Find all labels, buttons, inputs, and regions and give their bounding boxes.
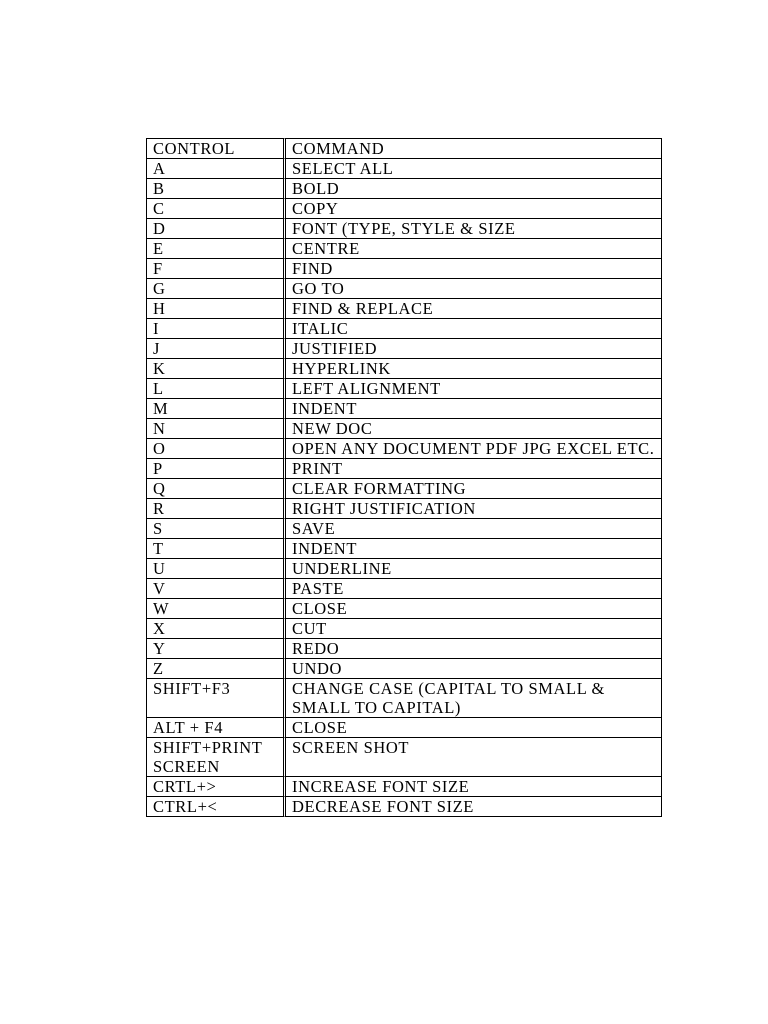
shortcut-table-body xyxy=(146,138,662,817)
table-row xyxy=(146,259,662,279)
command-cell: BOLD xyxy=(283,179,662,199)
command-cell: RIGHT JUSTIFICATION xyxy=(283,499,662,519)
command-cell: HYPERLINK xyxy=(283,359,662,379)
control-key-cell: S xyxy=(146,519,283,539)
control-key-cell: SHIFT+F3 xyxy=(146,679,283,718)
control-key-cell: O xyxy=(146,439,283,459)
table-row xyxy=(146,319,662,339)
control-key-cell: Z xyxy=(146,659,283,679)
command-cell: UNDERLINE xyxy=(283,559,662,579)
table-row xyxy=(146,599,662,619)
control-key-cell: I xyxy=(146,319,283,339)
control-key-cell: W xyxy=(146,599,283,619)
shortcut-table xyxy=(146,138,662,817)
table-row xyxy=(146,559,662,579)
control-key-cell: X xyxy=(146,619,283,639)
table-row xyxy=(146,539,662,559)
command-cell: CUT xyxy=(283,619,662,639)
control-key-cell: F xyxy=(146,259,283,279)
command-cell: DECREASE FONT SIZE xyxy=(283,797,662,817)
table-row xyxy=(146,179,662,199)
control-key-cell: P xyxy=(146,459,283,479)
table-row xyxy=(146,797,662,817)
command-cell: FONT (TYPE, STYLE & SIZE xyxy=(283,219,662,239)
table-row xyxy=(146,499,662,519)
control-key-cell: E xyxy=(146,239,283,259)
command-cell: INDENT xyxy=(283,539,662,559)
control-key-cell: M xyxy=(146,399,283,419)
command-cell: CLOSE xyxy=(283,718,662,738)
control-key-cell: U xyxy=(146,559,283,579)
table-row xyxy=(146,679,662,718)
command-cell: PASTE xyxy=(283,579,662,599)
command-cell: COPY xyxy=(283,199,662,219)
table-row xyxy=(146,199,662,219)
command-cell: SELECT ALL xyxy=(283,159,662,179)
command-cell: REDO xyxy=(283,639,662,659)
table-row xyxy=(146,419,662,439)
table-row xyxy=(146,359,662,379)
command-cell: NEW DOC xyxy=(283,419,662,439)
control-key-cell: A xyxy=(146,159,283,179)
table-row xyxy=(146,579,662,599)
control-key-cell: CTRL+< xyxy=(146,797,283,817)
control-key-cell: L xyxy=(146,379,283,399)
table-row xyxy=(146,519,662,539)
command-cell: CHANGE CASE (CAPITAL TO SMALL & SMALL TO CAPITAL) xyxy=(283,679,662,718)
table-row xyxy=(146,439,662,459)
command-cell: CLOSE xyxy=(283,599,662,619)
command-cell: CENTRE xyxy=(283,239,662,259)
control-key-cell: SHIFT+PRINT SCREEN xyxy=(146,738,283,777)
command-cell: INCREASE FONT SIZE xyxy=(283,777,662,797)
control-key-cell: Q xyxy=(146,479,283,499)
command-cell: GO TO xyxy=(283,279,662,299)
table-row xyxy=(146,777,662,797)
command-cell: SCREEN SHOT xyxy=(283,738,662,777)
control-key-cell: Y xyxy=(146,639,283,659)
table-row xyxy=(146,379,662,399)
control-key-cell: N xyxy=(146,419,283,439)
table-row xyxy=(146,659,662,679)
table-row xyxy=(146,459,662,479)
control-key-cell: K xyxy=(146,359,283,379)
header-control: CONTROL xyxy=(146,138,283,159)
control-key-cell: H xyxy=(146,299,283,319)
table-row xyxy=(146,479,662,499)
table-row xyxy=(146,279,662,299)
control-key-cell: V xyxy=(146,579,283,599)
control-key-cell: R xyxy=(146,499,283,519)
control-key-cell: D xyxy=(146,219,283,239)
command-cell: PRINT xyxy=(283,459,662,479)
control-key-cell: B xyxy=(146,179,283,199)
table-row xyxy=(146,399,662,419)
command-cell: FIND xyxy=(283,259,662,279)
table-row xyxy=(146,299,662,319)
table-row xyxy=(146,619,662,639)
table-header-row xyxy=(146,138,662,159)
control-key-cell: ALT + F4 xyxy=(146,718,283,738)
command-cell: LEFT ALIGNMENT xyxy=(283,379,662,399)
table-row xyxy=(146,639,662,659)
control-key-cell: CRTL+> xyxy=(146,777,283,797)
table-row xyxy=(146,339,662,359)
command-cell: JUSTIFIED xyxy=(283,339,662,359)
command-cell: ITALIC xyxy=(283,319,662,339)
control-key-cell: J xyxy=(146,339,283,359)
command-cell: FIND & REPLACE xyxy=(283,299,662,319)
table-row xyxy=(146,219,662,239)
control-key-cell: C xyxy=(146,199,283,219)
control-key-cell: T xyxy=(146,539,283,559)
command-cell: INDENT xyxy=(283,399,662,419)
command-cell: OPEN ANY DOCUMENT PDF JPG EXCEL ETC. xyxy=(283,439,662,459)
table-row xyxy=(146,738,662,777)
header-command: COMMAND xyxy=(283,138,662,159)
command-cell: SAVE xyxy=(283,519,662,539)
command-cell: CLEAR FORMATTING xyxy=(283,479,662,499)
control-key-cell: G xyxy=(146,279,283,299)
table-row xyxy=(146,159,662,179)
table-row xyxy=(146,718,662,738)
table-row xyxy=(146,239,662,259)
command-cell: UNDO xyxy=(283,659,662,679)
